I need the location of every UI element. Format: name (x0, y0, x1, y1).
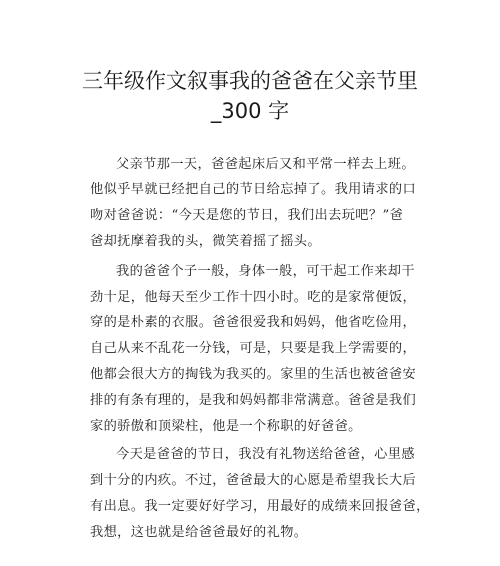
paragraph-line: 自己从来不乱花一分钱，可是，只要是我上学需要的， (90, 341, 417, 356)
paragraph-line: 穿的是朴素的衣服。爸爸很爱我和妈妈，他省吃俭用， (90, 315, 417, 330)
paragraph-line: 吻对爸爸说：“今天是您的节日，我们出去玩吧？”爸 (90, 208, 404, 223)
paragraph-line: 到十分的内疚。不过，爸爸最大的心愿是希望我长大后 (90, 473, 417, 488)
paragraph-line: 他都会很大方的掏钱为我买的。家里的生活也被爸爸安 (90, 367, 417, 382)
paragraph-line: 我的爸爸个子一般，身体一般，可干起工作来却干 (116, 264, 415, 279)
paragraph-line: 有出息。我一定要好好学习，用最好的成绩来回报爸爸， (90, 499, 430, 514)
paragraph-line: 爸却抚摩着我的头，微笑着摇了摇头。 (90, 234, 321, 249)
paragraph-line: 他似乎早就已经把自己的节日给忘掉了。我用请求的口 (90, 182, 417, 197)
paragraph-line: 劲十足，他每天至少工作十四小时。吃的是家常便饭， (90, 290, 417, 305)
document-title-line-1: 三年级作文叙事我的爸爸在父亲节里 (82, 69, 418, 93)
paragraph-line: 今天是爸爸的节日，我没有礼物送给爸爸，心里感 (116, 447, 415, 462)
document-title-line-2: _300 字 (210, 99, 290, 123)
paragraph-line: 排的有条有理的，是我和妈妈都非常满意。爸爸是我们 (90, 393, 417, 408)
paragraph-line: 父亲节那一天，爸爸起床后又和平常一样去上班。 (116, 157, 415, 172)
paragraph-line: 我想，这也就是给爸爸最好的礼物。 (90, 525, 308, 540)
paragraph-line: 家的骄傲和顶梁柱，他是一个称职的好爸爸。 (90, 419, 362, 434)
